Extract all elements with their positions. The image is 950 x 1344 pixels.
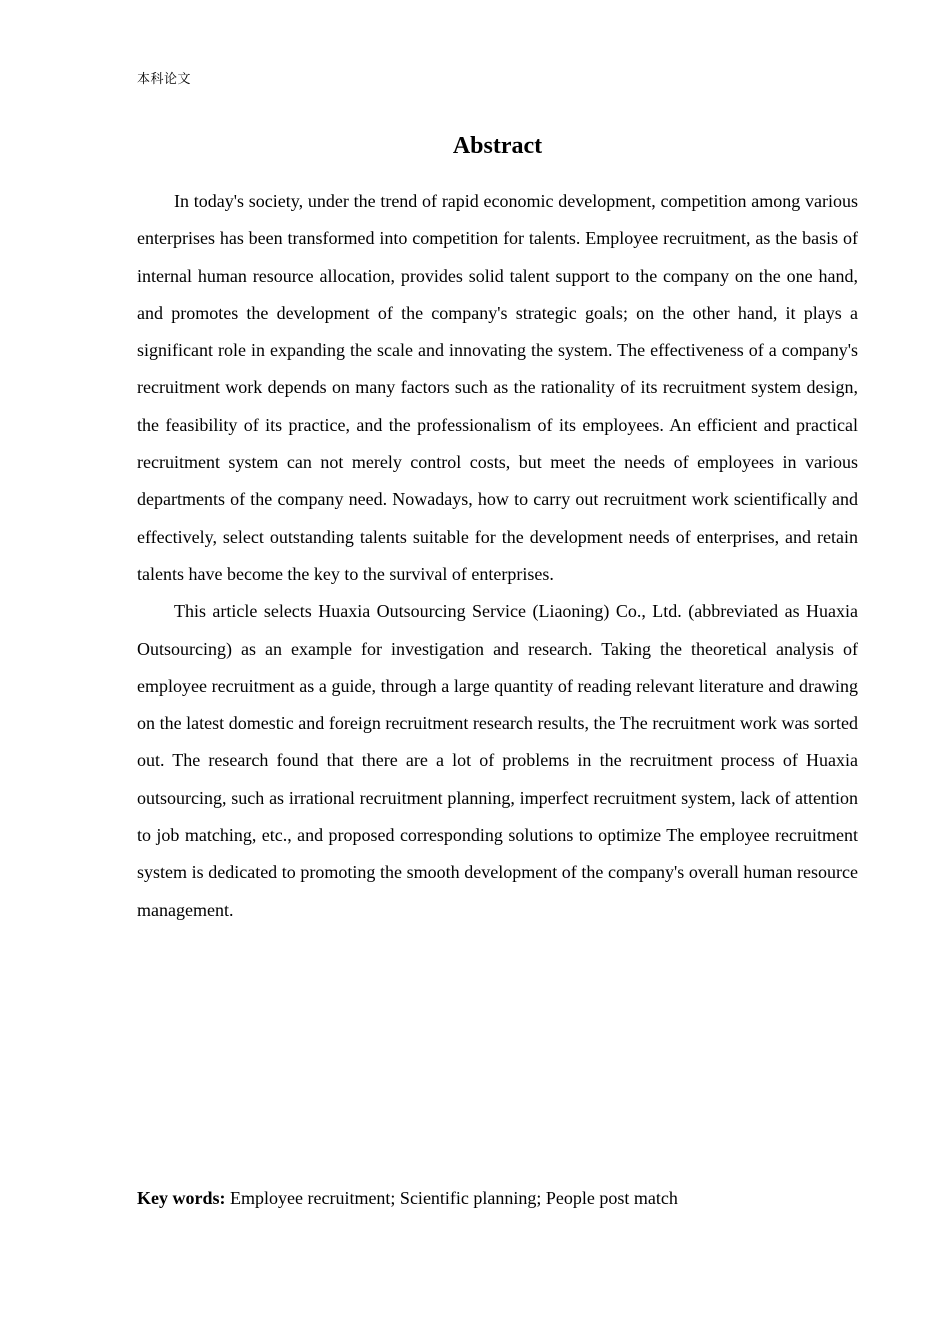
page-title: Abstract (452, 133, 543, 159)
keywords-label: Key words: (137, 1188, 226, 1208)
keywords-line (137, 1183, 858, 1213)
running-header: 本科论文 (137, 72, 192, 87)
abstract-body (137, 183, 858, 929)
abstract-paragraph-1: In today's society, under the trend of rapid economic development, competition among various enterprises has been transformed into competition for talents. Employee recruitment, as the basis of internal human resource allocation, provides solid talent support to the company on the one hand, and promotes the development of the company's strategic goals; on the other hand, it plays a significant role in expanding the scale and innovating the system. The effectiveness of a company's recruitment work depends on many factors such as the rationality of its recruitment system design, the feasibility of its practice, and the professionalism of its employees. An efficient and practical recruitment system can not merely control costs, but meet the needs of employees in various departments of the company need. Nowadays, how to carry out recruitment work scientifically and effectively, select outstanding talents suitable for the development needs of enterprises, and retain talents have become the key to the survival of enterprises. (137, 191, 858, 584)
abstract-paragraph-2: This article selects Huaxia Outsourcing Service (Liaoning) Co., Ltd. (abbreviated as Huaxia Outsourcing) as an example for investigation and research. Taking the theoretical analysis of employee recruitment as a guide, through a large quantity of reading relevant literature and drawing on the latest domestic and foreign recruitment research results, the The recruitment work was sorted out. The research found that there are a lot of problems in the recruitment process of Huaxia outsourcing, such as irrational recruitment planning, imperfect recruitment system, lack of attention to job matching, etc., and proposed corresponding solutions to optimize The employee recruitment system is dedicated to promoting the smooth development of the company's overall human resource management. (137, 601, 858, 920)
keywords-text: Employee recruitment; Scientific planning; People post match (230, 1188, 678, 1208)
